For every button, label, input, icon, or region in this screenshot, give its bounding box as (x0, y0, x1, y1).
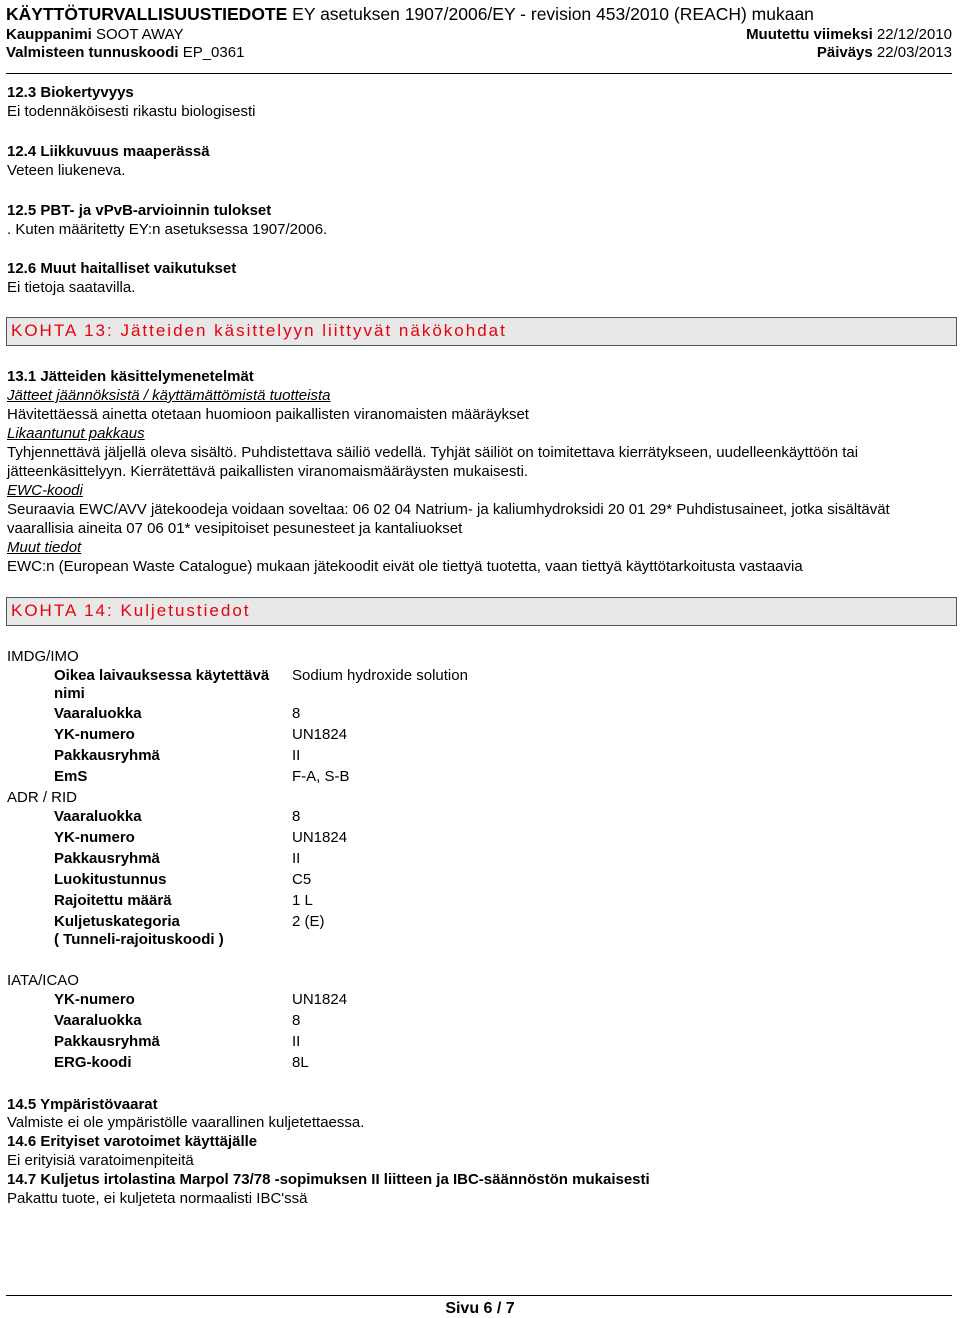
heading-12-5: 12.5 PBT- ja vPvB-arvioinnin tulokset (7, 202, 272, 219)
imdg-name-label: Oikea laivauksessa käytettävä (54, 667, 270, 684)
ewc-text: Seuraavia EWC/AVV jätekoodeja voidaan soveltaa: 06 02 04 Natrium- ja kaliumhydroksidi 20 01 29* Puhdistusaineet, jotka sisältävät vaarallisia aineita 07 06 01* vesipitoiset pesunesteet ja kantaliuokset (7, 501, 890, 537)
footer-divider (6, 1295, 952, 1296)
adr-heading: ADR / RID (7, 789, 78, 806)
section-14-title: KOHTA 14: Kuljetustiedot (11, 601, 251, 620)
text-14-7: Pakattu tuote, ei kuljeteta normaalisti IBC'ssä (7, 1190, 308, 1207)
adr-class-label: Vaaraluokka (54, 808, 142, 825)
heading-12-6: 12.6 Muut haitalliset vaikutukset (7, 260, 237, 277)
revision-date: Muutettu viimeksi 22/12/2010 (746, 26, 952, 43)
heading-14-7: 14.7 Kuljetus irtolastina Marpol 73/78 -sopimuksen II liitteen ja IBC-säännöstön mukaisesti (7, 1171, 650, 1188)
imdg-pg-label: Pakkausryhmä (54, 747, 160, 764)
imdg-name-label-2: nimi (54, 685, 85, 702)
text-12-5: . Kuten määritetty EY:n asetuksessa 1907/2006. (7, 221, 328, 238)
adr-classification-label: Luokitustunnus (54, 871, 167, 888)
heading-14-5: 14.5 Ympäristövaarat (7, 1096, 158, 1113)
adr-limited-qty-value: 1 L (292, 892, 313, 909)
iata-erg-value: 8L (292, 1054, 309, 1071)
waste-subheading: Jätteet jäännöksistä / käyttämättömistä tuotteista (7, 387, 331, 404)
heading-14-6: 14.6 Erityiset varotoimet käyttäjälle (7, 1133, 258, 1150)
section-13-title: KOHTA 13: Jätteiden käsittelyyn liittyvät näkökohdat (11, 321, 507, 340)
imdg-class-value: 8 (292, 705, 301, 722)
iata-un-label: YK-numero (54, 991, 135, 1008)
text-12-3: Ei todennäköisesti rikastu biologisesti (7, 103, 256, 120)
heading-13-1: 13.1 Jätteiden käsittelymenetelmät (7, 368, 254, 385)
iata-erg-label: ERG-koodi (54, 1054, 132, 1071)
iata-un-value: UN1824 (292, 991, 348, 1008)
document-title: KÄYTTÖTURVALLISUUSTIEDOTE EY asetuksen 1907/2006/EY - revision 453/2010 (REACH) mukaan (6, 4, 814, 24)
ewc-subheading: EWC-koodi (7, 482, 83, 499)
issue-date: Päiväys 22/03/2013 (816, 44, 952, 61)
adr-limited-qty-label: Rajoitettu määrä (54, 892, 172, 909)
product-code: Valmisteen tunnuskoodi EP_0361 (6, 44, 245, 61)
packaging-text: Tyhjennettävä jäljellä oleva sisältö. Puhdistettava säiliö vedellä. Tyhjät säiliöt on toimitettava kierrätykseen, uudelleenkäyttöön tai jätteenkäsittelyyn. Kierrätettävä paikallisten viranomaismääräysten mukaisesti. (7, 444, 859, 480)
text-14-6: Ei erityisiä varatoimenpiteitä (7, 1152, 194, 1169)
adr-class-value: 8 (292, 808, 301, 825)
adr-tunnel-code-label: ( Tunneli-rajoituskoodi ) (54, 931, 224, 948)
iata-class-label: Vaaraluokka (54, 1012, 142, 1029)
other-info-text: EWC:n (European Waste Catalogue) mukaan jätekoodit eivät ole tiettyä tuotetta, vaan tiettyä käyttötarkoitusta vastaavia (7, 558, 803, 575)
imdg-un-value: UN1824 (292, 726, 348, 743)
imdg-class-label: Vaaraluokka (54, 705, 142, 722)
adr-un-value: UN1824 (292, 829, 348, 846)
trade-name: Kauppanimi SOOT AWAY (6, 26, 184, 43)
imdg-ems-label: EmS (54, 768, 88, 785)
header-divider (6, 73, 952, 74)
imdg-name-value: Sodium hydroxide solution (292, 667, 468, 684)
iata-pg-label: Pakkausryhmä (54, 1033, 160, 1050)
text-12-6: Ei tietoja saatavilla. (7, 279, 136, 296)
waste-text: Hävitettäessä ainetta otetaan huomioon paikallisten viranomaisten määräykset (7, 406, 529, 423)
imdg-ems-value: F-A, S-B (292, 768, 350, 785)
imdg-heading: IMDG/IMO (7, 648, 79, 665)
adr-pg-value: II (292, 850, 301, 867)
other-info-subheading: Muut tiedot (7, 539, 82, 556)
text-14-5: Valmiste ei ole ympäristölle vaarallinen kuljetettaessa. (7, 1114, 365, 1131)
iata-class-value: 8 (292, 1012, 301, 1029)
iata-heading: IATA/ICAO (7, 972, 79, 989)
iata-pg-value: II (292, 1033, 301, 1050)
adr-transport-category-value: 2 (E) (292, 913, 325, 930)
adr-transport-category-label: Kuljetuskategoria (54, 913, 180, 930)
imdg-un-label: YK-numero (54, 726, 135, 743)
section-13-banner (6, 317, 957, 346)
adr-classification-value: C5 (292, 871, 312, 888)
adr-pg-label: Pakkausryhmä (54, 850, 160, 867)
packaging-subheading: Likaantunut pakkaus (7, 425, 145, 442)
text-12-4: Veteen liukeneva. (7, 162, 126, 179)
page-number: Sivu 6 / 7 (445, 1300, 515, 1317)
imdg-pg-value: II (292, 747, 301, 764)
section-14-banner (6, 597, 957, 626)
heading-12-4: 12.4 Liikkuvuus maaperässä (7, 143, 210, 160)
adr-un-label: YK-numero (54, 829, 135, 846)
heading-12-3: 12.3 Biokertyvyys (7, 84, 134, 101)
